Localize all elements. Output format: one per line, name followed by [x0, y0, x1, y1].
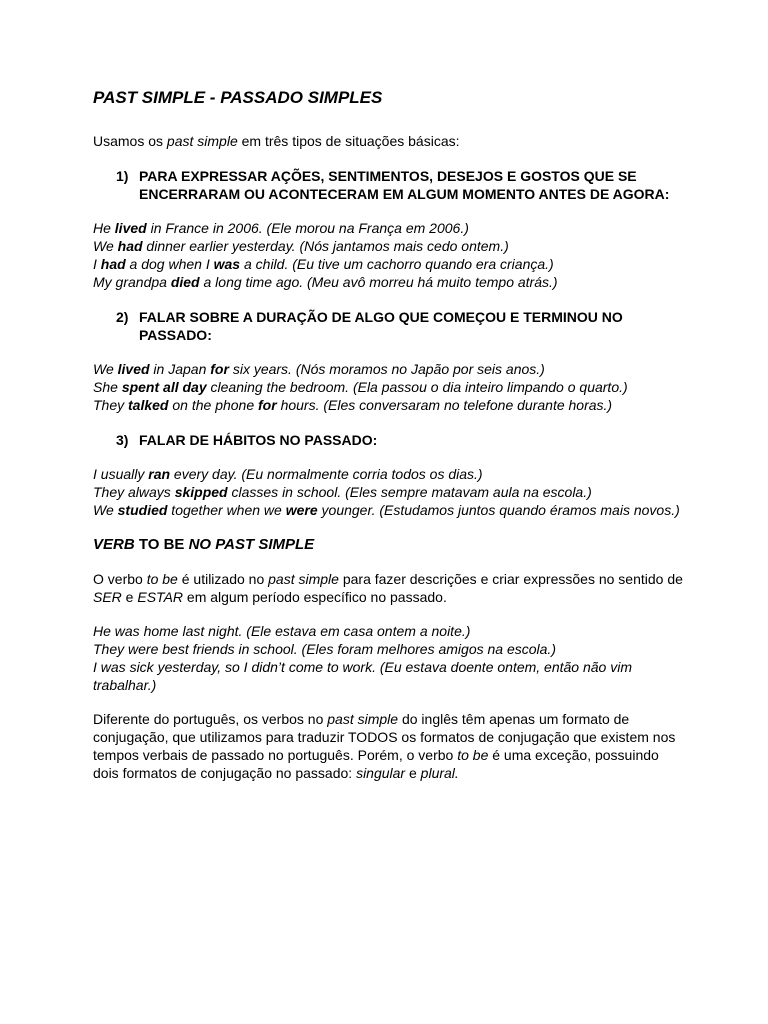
- intro-paragraph: [93, 132, 685, 150]
- section-heading-text: PARA EXPRESSAR AÇÕES, SENTIMENTOS, DESEJOS E GOSTOS QUE SE ENCERRARAM OU ACONTECERAM EM ALGUM MOMENTO ANTES DE AGORA:: [139, 168, 670, 202]
- example-line: He was home last night. (Ele estava em casa ontem a noite.): [93, 623, 471, 639]
- examples-list-1: [93, 219, 685, 291]
- example-line: They were best friends in school. (Eles foram melhores amigos na escola.): [93, 641, 556, 657]
- example-line: I had a dog when I was a child. (Eu tive um cachorro quando era criança.): [93, 256, 554, 272]
- intro-text-end: em três tipos de situações básicas:: [237, 133, 460, 149]
- examples-list-2: [93, 360, 685, 414]
- example-line: They talked on the phone for hours. (Eles conversaram no telefone durante horas.): [93, 397, 613, 413]
- section-heading-text: FALAR DE HÁBITOS NO PASSADO:: [139, 432, 378, 448]
- verb-to-be-paragraph: O verbo to be é utilizado no past simple para fazer descrições e criar expressões no sentido de SER e ESTAR em algum período específico no passado.: [93, 571, 683, 605]
- page-title: PAST SIMPLE - PASSADO SIMPLES: [93, 88, 383, 107]
- example-line: He lived in France in 2006. (Ele morou na França em 2006.): [93, 220, 469, 236]
- section-number: 3): [116, 432, 129, 448]
- example-line: We had dinner earlier yesterday. (Nós jantamos mais cedo ontem.): [93, 238, 509, 254]
- intro-term: past simple: [166, 133, 238, 149]
- section-heading-text: FALAR SOBRE A DURAÇÃO DE ALGO QUE COMEÇOU E TERMINOU NO PASSADO:: [139, 309, 623, 343]
- intro-text: Usamos os: [93, 133, 167, 149]
- example-line: I was sick yesterday, so I didn’t come to work. (Eu estava doente ontem, então não vim trabalhar.): [93, 659, 632, 693]
- example-line: My grandpa died a long time ago. (Meu avô morreu há muito tempo atrás.): [93, 274, 558, 290]
- example-line: I usually ran every day. (Eu normalmente corria todos os dias.): [93, 466, 483, 482]
- verb-to-be-examples: [93, 622, 685, 694]
- section-heading-2: [93, 308, 685, 344]
- section-heading-1: [93, 167, 685, 203]
- document-body: [93, 88, 685, 782]
- conjugation-paragraph: Diferente do português, os verbos no past simple do inglês têm apenas um formato de conjugação, que utilizamos para traduzir TODOS os formatos de conjugação que existem nos tempos verbais de passado no português. Porém, o verbo to be é uma exceção, possuindo dois formatos de conjugação no passado: singular e plural.: [93, 711, 676, 781]
- examples-list-3: [93, 465, 685, 519]
- section-heading-3: [93, 431, 685, 449]
- example-line: We studied together when we were younger. (Estudamos juntos quando éramos mais novos.): [93, 502, 680, 518]
- example-line: We lived in Japan for six years. (Nós moramos no Japão por seis anos.): [93, 361, 545, 377]
- section-heading-verb-to-be: VERB TO BE NO PAST SIMPLE: [93, 536, 315, 553]
- section-number: 2): [116, 309, 129, 325]
- example-line: She spent all day cleaning the bedroom. (Ela passou o dia inteiro limpando o quarto.): [93, 379, 628, 395]
- section-number: 1): [116, 168, 129, 184]
- example-line: They always skipped classes in school. (Eles sempre matavam aula na escola.): [93, 484, 592, 500]
